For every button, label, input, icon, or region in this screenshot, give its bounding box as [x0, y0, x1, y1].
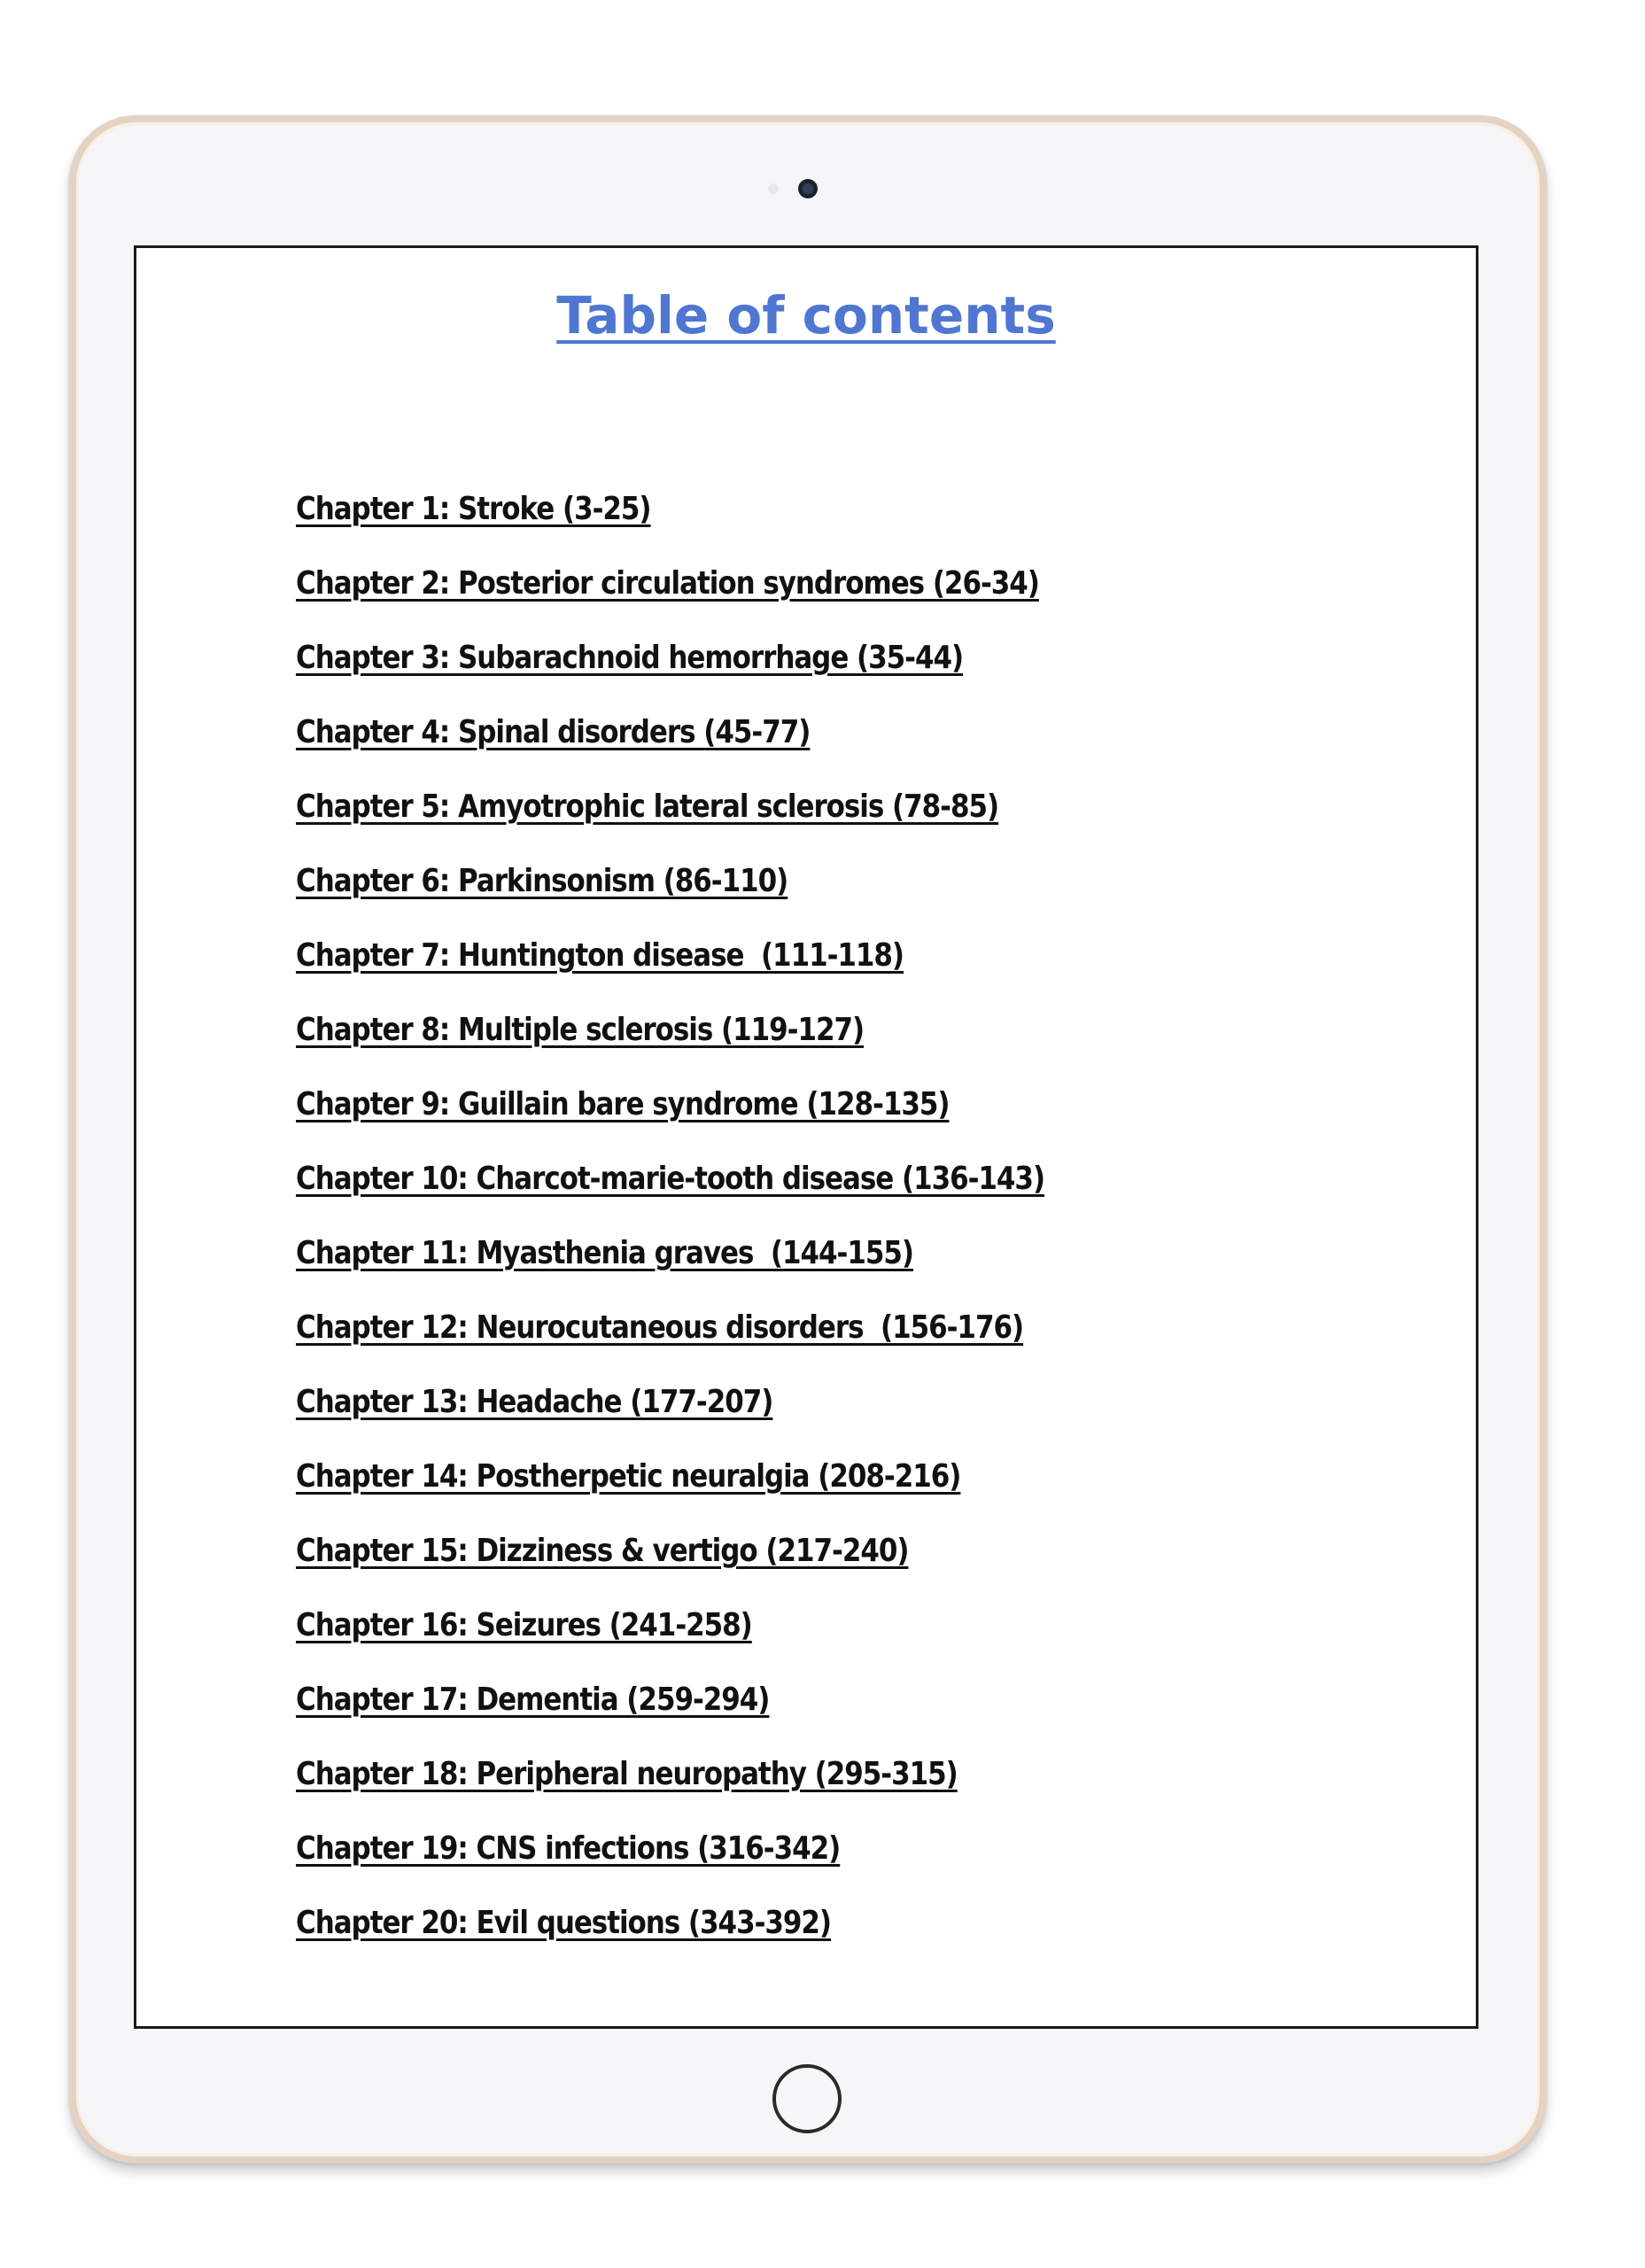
- toc-link-chapter-19[interactable]: Chapter 19: CNS infections (316-342): [296, 1830, 841, 1867]
- toc-link-chapter-13[interactable]: Chapter 13: Headache (177-207): [296, 1384, 773, 1420]
- home-button[interactable]: [772, 2064, 842, 2133]
- toc-link-chapter-4[interactable]: Chapter 4: Spinal disorders (45-77): [296, 714, 811, 750]
- toc-link-chapter-9[interactable]: Chapter 9: Guillain bare syndrome (128-135): [296, 1086, 950, 1122]
- toc-link-chapter-18[interactable]: Chapter 18: Peripheral neuropathy (295-315): [296, 1756, 958, 1792]
- toc-link-chapter-2[interactable]: Chapter 2: Posterior circulation syndromes (26-34): [296, 565, 1039, 602]
- toc-link-chapter-8[interactable]: Chapter 8: Multiple sclerosis (119-127): [296, 1012, 865, 1048]
- toc-link-chapter-12[interactable]: Chapter 12: Neurocutaneous disorders (156-176): [296, 1309, 1024, 1346]
- toc-link-chapter-16[interactable]: Chapter 16: Seizures (241-258): [296, 1607, 752, 1643]
- toc-link-chapter-7[interactable]: Chapter 7: Huntington disease (111-118): [296, 937, 904, 974]
- toc-link-chapter-5[interactable]: Chapter 5: Amyotrophic lateral sclerosis (78-85): [296, 788, 999, 825]
- front-sensor: [768, 183, 779, 194]
- toc-link-chapter-10[interactable]: Chapter 10: Charcot-marie-tooth disease (136-143): [296, 1161, 1045, 1197]
- toc-link-chapter-20[interactable]: Chapter 20: Evil questions (343-392): [296, 1905, 832, 1941]
- toc-link-chapter-11[interactable]: Chapter 11: Myasthenia graves (144-155): [296, 1235, 913, 1271]
- front-camera-icon: [798, 179, 818, 198]
- tablet-screen: [134, 245, 1478, 2029]
- toc-link-chapter-6[interactable]: Chapter 6: Parkinsonism (86-110): [296, 863, 788, 899]
- toc-link-chapter-17[interactable]: Chapter 17: Dementia (259-294): [296, 1682, 770, 1718]
- toc-link-chapter-3[interactable]: Chapter 3: Subarachnoid hemorrhage (35-44): [296, 640, 964, 676]
- toc-title: Table of contents: [556, 285, 1056, 346]
- toc-link-chapter-1[interactable]: Chapter 1: Stroke (3-25): [296, 491, 651, 527]
- toc-link-chapter-14[interactable]: Chapter 14: Postherpetic neuralgia (208-216): [296, 1458, 961, 1495]
- toc-link-chapter-15[interactable]: Chapter 15: Dizziness & vertigo (217-240): [296, 1533, 909, 1569]
- toc-list: [296, 472, 1167, 1961]
